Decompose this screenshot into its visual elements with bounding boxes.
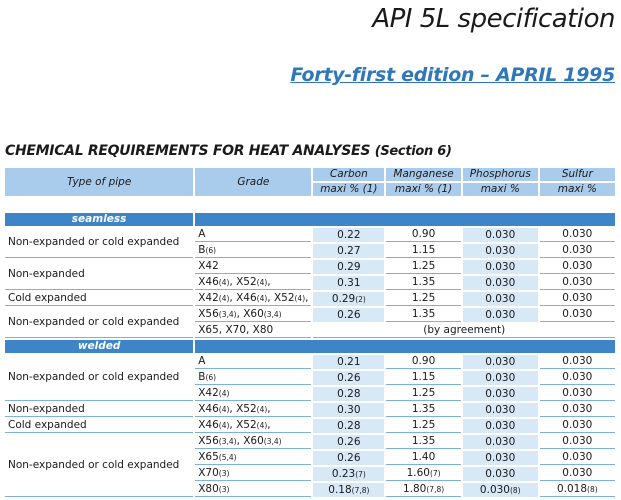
table-row: [5, 419, 615, 433]
carbon-cell: 0.31: [313, 276, 384, 290]
col-header-sulfur: Sulfur: [540, 168, 615, 181]
grade-cell: X42(4), X46(4), X52(4),: [195, 292, 311, 306]
carbon-cell: 0.21: [313, 355, 384, 369]
section-header-seamless: seamless: [5, 213, 193, 226]
manganese-cell: 1.35: [386, 276, 461, 290]
table-title: [5, 143, 452, 159]
col-unit-phosphorus: maxi %: [463, 183, 538, 196]
grade-cell: X56(3,4), X60(3,4): [195, 308, 311, 322]
manganese-cell: 1.25: [386, 292, 461, 306]
table-row: [5, 260, 615, 274]
table-row: [5, 292, 615, 306]
phosphorus-cell: 0.030: [463, 419, 538, 433]
manganese-cell: 1.40: [386, 451, 461, 465]
sulfur-cell: 0.030: [540, 387, 615, 401]
table-row: [5, 355, 615, 369]
phosphorus-cell: 0.030: [463, 355, 538, 369]
phosphorus-cell: 0.030: [463, 435, 538, 449]
footnote-marker: (4): [218, 405, 230, 414]
grade-cell: X80(3): [195, 483, 311, 497]
edition-link[interactable]: Forty-first edition – APRIL 1995: [290, 64, 615, 86]
pipe-type-cell: Non-expanded or cold expanded: [5, 228, 193, 258]
carbon-cell: 0.29(2): [313, 292, 384, 306]
col-header-phosphorus: Phosphorus: [463, 168, 538, 181]
sulfur-cell: 0.030: [540, 451, 615, 465]
manganese-cell: 1.80(7,8): [386, 483, 461, 497]
sulfur-cell: 0.030: [540, 228, 615, 242]
grade-cell: X42(4): [195, 387, 311, 401]
phosphorus-cell: 0.030: [463, 371, 538, 385]
grade-cell: B(6): [195, 244, 311, 258]
section-bar: [195, 340, 615, 353]
col-header-type: Type of pipe: [5, 168, 193, 196]
grade-cell: X70(3): [195, 467, 311, 481]
footnote-marker: (4): [218, 389, 230, 398]
footnote-marker: (2): [355, 294, 366, 304]
manganese-cell: 1.15: [386, 244, 461, 258]
manganese-cell: 1.60(7): [386, 467, 461, 481]
pipe-type-cell: Non-expanded or cold expanded: [5, 355, 193, 401]
footnote-marker: (3,4): [263, 310, 282, 319]
phosphorus-cell: 0.030: [463, 244, 538, 258]
footnote-marker: (4): [294, 294, 306, 303]
carbon-cell: 0.28: [313, 419, 384, 433]
footnote-marker: (8): [587, 485, 598, 494]
carbon-cell: 0.26: [313, 451, 384, 465]
pipe-type-cell: Non-expanded or cold expanded: [5, 308, 193, 338]
carbon-cell: 0.30: [313, 403, 384, 417]
grade-cell: X46(4), X52(4),: [195, 276, 311, 290]
phosphorus-cell: 0.030: [463, 451, 538, 465]
carbon-cell: 0.26: [313, 308, 384, 322]
footnote-marker: (6): [205, 246, 217, 255]
manganese-cell: 0.90: [386, 355, 461, 369]
footnote-marker: (7): [355, 469, 366, 479]
grade-cell: X56(3,4), X60(3,4): [195, 435, 311, 449]
phosphorus-cell: 0.030: [463, 228, 538, 242]
footnote-marker: (4): [256, 421, 268, 430]
sulfur-cell: 0.030: [540, 244, 615, 258]
phosphorus-cell: 0.030: [463, 276, 538, 290]
table-row: [5, 228, 615, 242]
table-row: [5, 435, 615, 449]
sulfur-cell: 0.030: [540, 419, 615, 433]
carbon-cell: 0.22: [313, 228, 384, 242]
grade-cell: X65, X70, X80: [195, 324, 311, 338]
document-title: API 5L specification: [372, 4, 615, 34]
footnote-marker: (5,4): [218, 453, 237, 462]
footnote-marker: (4): [218, 278, 230, 287]
pipe-type-cell: Non-expanded: [5, 403, 193, 417]
col-unit-manganese: maxi % (1): [386, 183, 461, 196]
section-header-welded: welded: [5, 340, 193, 353]
phosphorus-cell: 0.030: [463, 467, 538, 481]
sulfur-cell: 0.030: [540, 308, 615, 322]
manganese-cell: 1.25: [386, 260, 461, 274]
carbon-cell: 0.26: [313, 371, 384, 385]
carbon-cell: 0.18(7,8): [313, 483, 384, 497]
footnote-marker: (4): [256, 294, 268, 303]
col-header-carbon: Carbon: [313, 168, 384, 181]
pipe-type-cell: Non-expanded or cold expanded: [5, 435, 193, 497]
manganese-cell: 0.90: [386, 228, 461, 242]
carbon-cell: 0.29: [313, 260, 384, 274]
carbon-cell: 0.27: [313, 244, 384, 258]
phosphorus-cell: 0.030: [463, 387, 538, 401]
sulfur-cell: 0.030: [540, 435, 615, 449]
section-bar: [195, 213, 615, 226]
col-header-grade: Grade: [195, 168, 311, 196]
phosphorus-cell: 0.030: [463, 260, 538, 274]
grade-cell: A: [195, 228, 311, 242]
footnote-marker: (3,4): [263, 437, 282, 446]
pipe-type-cell: Cold expanded: [5, 292, 193, 306]
spacer: [5, 198, 615, 211]
footnote-marker: (7,8): [351, 485, 370, 495]
phosphorus-cell: 0.030: [463, 308, 538, 322]
sulfur-cell: 0.030: [540, 355, 615, 369]
manganese-cell: 1.35: [386, 403, 461, 417]
phosphorus-cell: 0.030: [463, 292, 538, 306]
footnote-marker: (7): [429, 469, 441, 478]
table-row: [5, 308, 615, 322]
sulfur-cell: 0.030: [540, 260, 615, 274]
col-unit-carbon: maxi % (1): [313, 183, 384, 196]
by-agreement-cell: (by agreement): [313, 324, 615, 338]
manganese-cell: 1.25: [386, 419, 461, 433]
manganese-cell: 1.25: [386, 387, 461, 401]
footnote-marker: (7,8): [426, 485, 445, 494]
sulfur-cell: 0.030: [540, 276, 615, 290]
carbon-cell: 0.28: [313, 387, 384, 401]
col-header-manganese: Manganese: [386, 168, 461, 181]
phosphorus-cell: 0.030(8): [463, 483, 538, 497]
footnote-marker: (8): [509, 485, 521, 495]
table-title-section: (Section 6): [374, 144, 452, 159]
phosphorus-cell: 0.030: [463, 403, 538, 417]
grade-cell: X46(4), X52(4),: [195, 419, 311, 433]
footnote-marker: (4): [256, 405, 268, 414]
grade-cell: X46(4), X52(4),: [195, 403, 311, 417]
chemical-requirements-table: [3, 166, 617, 499]
grade-cell: X65(5,4): [195, 451, 311, 465]
pipe-type-cell: Cold expanded: [5, 419, 193, 433]
sulfur-cell: 0.030: [540, 292, 615, 306]
table-row: [5, 403, 615, 417]
sulfur-cell: 0.030: [540, 371, 615, 385]
footnote-marker: (4): [218, 294, 230, 303]
footnote-marker: (6): [205, 373, 217, 382]
footnote-marker: (3): [218, 485, 230, 494]
carbon-cell: 0.26: [313, 435, 384, 449]
grade-cell: X42: [195, 260, 311, 274]
col-unit-sulfur: maxi %: [540, 183, 615, 196]
manganese-cell: 1.15: [386, 371, 461, 385]
footnote-marker: (3,4): [218, 437, 237, 446]
sulfur-cell: 0.030: [540, 467, 615, 481]
pipe-type-cell: Non-expanded: [5, 260, 193, 290]
sulfur-cell: 0.018(8): [540, 483, 615, 497]
table-title-main: CHEMICAL REQUIREMENTS FOR HEAT ANALYSES: [5, 143, 371, 159]
footnote-marker: (4): [256, 278, 268, 287]
grade-cell: A: [195, 355, 311, 369]
footnote-marker: (4): [218, 421, 230, 430]
footnote-marker: (3): [218, 469, 230, 478]
carbon-cell: 0.23(7): [313, 467, 384, 481]
grade-cell: B(6): [195, 371, 311, 385]
sulfur-cell: 0.030: [540, 403, 615, 417]
manganese-cell: 1.35: [386, 308, 461, 322]
manganese-cell: 1.35: [386, 435, 461, 449]
footnote-marker: (3,4): [218, 310, 237, 319]
